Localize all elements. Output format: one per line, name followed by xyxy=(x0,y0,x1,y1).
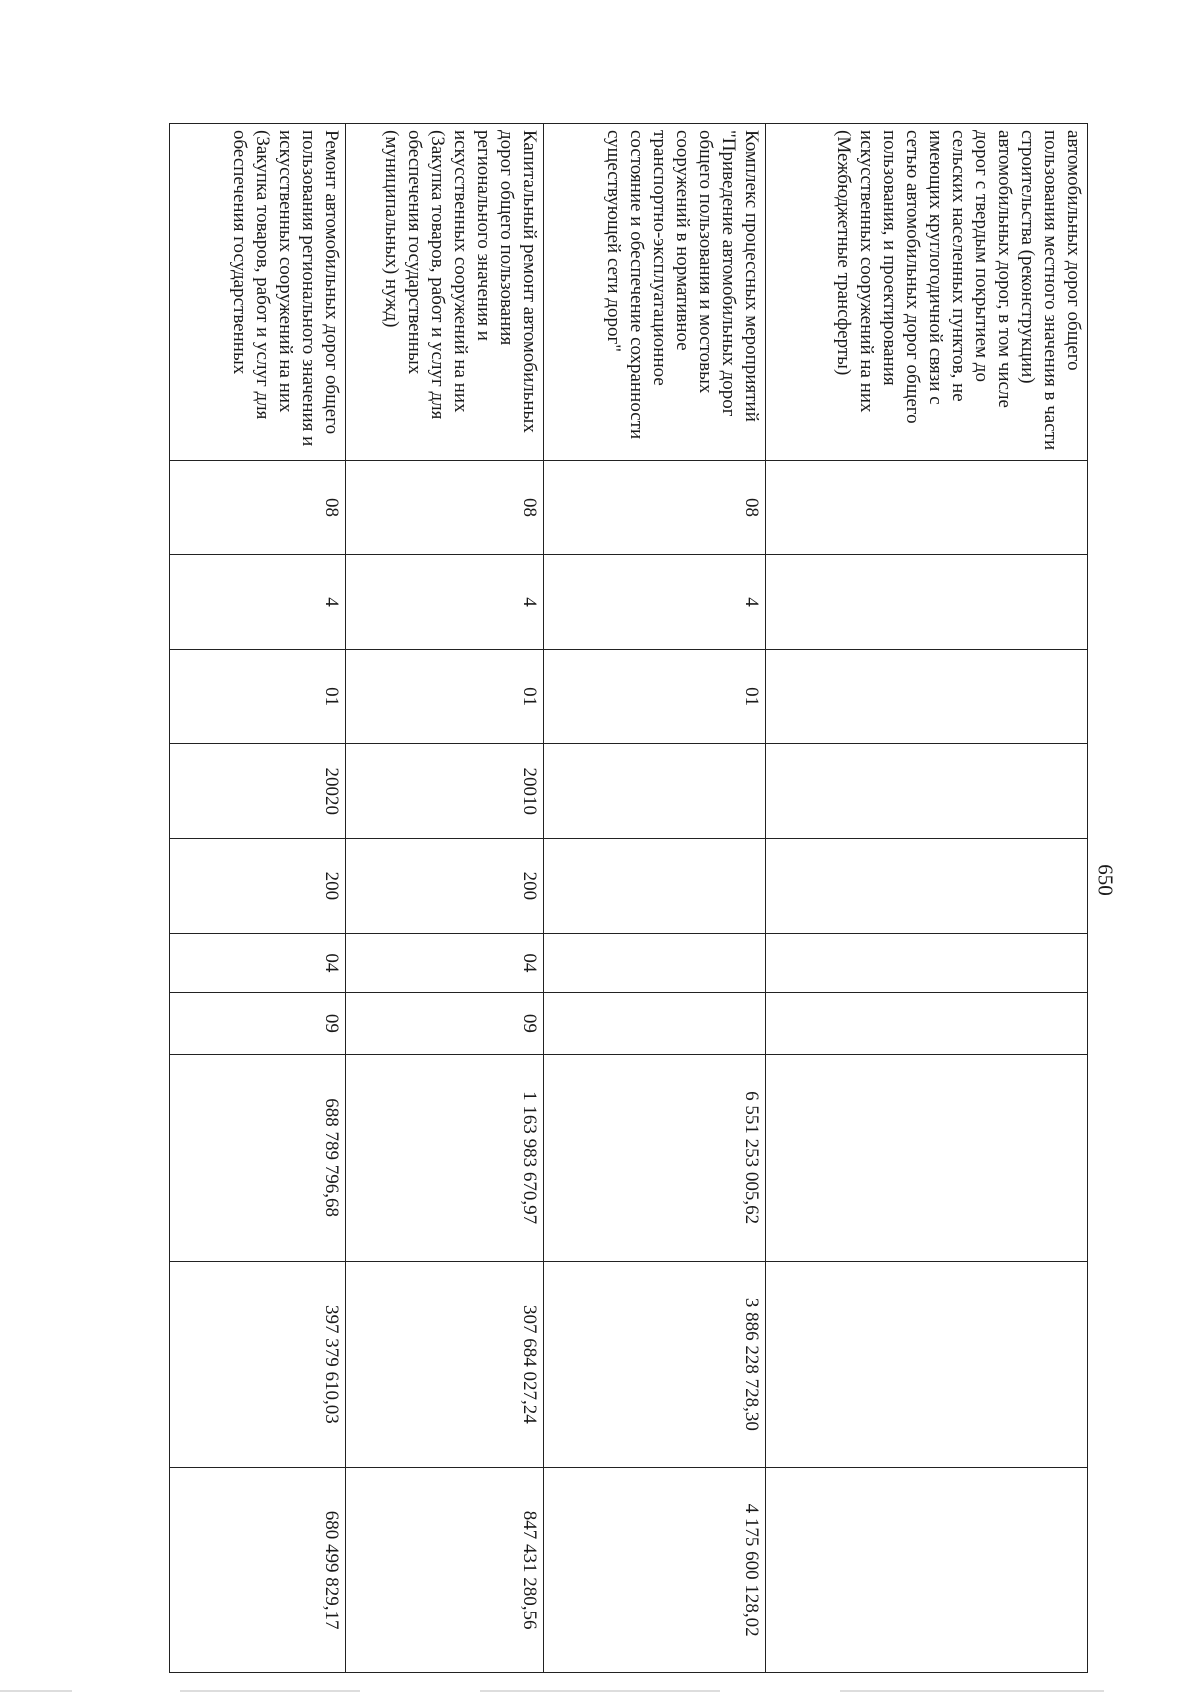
subsection-code-cell xyxy=(544,993,766,1055)
scan-edge-artifact xyxy=(0,1690,1200,1692)
amount-year3-cell: 847 431 280,56 xyxy=(346,1468,544,1673)
row-name-cell: автомобильных дорог общего пользования местного значения в части строительства (реконструкции) автомобильных дорог, в том числе дорог с твердым покрытием до сельских населенных пунктов, не имеющих круглогодичной связи с сетью автомобильных дорог общего пользования, и проектирования искусственных сооружений на них (Межбюджетные трансферты) xyxy=(766,124,1088,461)
section-code-cell: 04 xyxy=(346,933,544,992)
amount-year2-cell: 3 886 228 728,30 xyxy=(544,1261,766,1468)
table-row xyxy=(346,124,544,1673)
subprogram-code-cell: 4 xyxy=(170,555,346,650)
subprogram-code-cell xyxy=(766,555,1088,650)
program-code-cell xyxy=(766,460,1088,555)
complex-code-cell: 01 xyxy=(346,649,544,744)
table-row xyxy=(544,124,766,1673)
rotated-table-frame xyxy=(128,123,1088,1673)
direction-code-cell: 20020 xyxy=(170,744,346,839)
amount-year1-cell: 1 163 983 670,97 xyxy=(346,1054,544,1261)
amount-year2-cell xyxy=(766,1261,1088,1468)
table-row xyxy=(766,124,1088,1673)
amount-year3-cell: 680 499 829,17 xyxy=(170,1468,346,1673)
row-name-cell: Ремонт автомобильных дорог общего пользования регионального значения и искусственных сооружений на них (Закупка товаров, работ и услуг для обеспечения государственных xyxy=(170,124,346,461)
section-code-cell: 04 xyxy=(170,933,346,992)
budget-table xyxy=(169,123,1088,1673)
amount-year2-cell: 307 684 027,24 xyxy=(346,1261,544,1468)
amount-year1-cell xyxy=(766,1054,1088,1261)
complex-code-cell xyxy=(766,649,1088,744)
complex-code-cell: 01 xyxy=(170,649,346,744)
subprogram-code-cell: 4 xyxy=(544,555,766,650)
table-row xyxy=(170,124,346,1673)
direction-code-cell: 20010 xyxy=(346,744,544,839)
expense-type-cell xyxy=(544,839,766,934)
amount-year2-cell: 397 379 610,03 xyxy=(170,1261,346,1468)
expense-type-cell: 200 xyxy=(170,839,346,934)
expense-type-cell xyxy=(766,839,1088,934)
row-name-cell: Капитальный ремонт автомобильных дорог общего пользования регионального значения и искусственных сооружений на них (Закупка товаров, работ и услуг для обеспечения государственных (муниципальных) нужд) xyxy=(346,124,544,461)
section-code-cell xyxy=(766,933,1088,992)
subprogram-code-cell: 4 xyxy=(346,555,544,650)
subsection-code-cell: 09 xyxy=(346,993,544,1055)
complex-code-cell: 01 xyxy=(544,649,766,744)
expense-type-cell: 200 xyxy=(346,839,544,934)
section-code-cell xyxy=(544,933,766,992)
direction-code-cell xyxy=(544,744,766,839)
program-code-cell: 08 xyxy=(346,460,544,555)
amount-year1-cell: 688 789 796,68 xyxy=(170,1054,346,1261)
amount-year3-cell xyxy=(766,1468,1088,1673)
program-code-cell: 08 xyxy=(170,460,346,555)
program-code-cell: 08 xyxy=(544,460,766,555)
subsection-code-cell: 09 xyxy=(170,993,346,1055)
subsection-code-cell xyxy=(766,993,1088,1055)
row-name-cell: Комплекс процессных мероприятий "Приведение автомобильных дорог общего пользования и мостовых сооружений в нормативное транспортно-эксплуатационное состояние и обеспечение сохранности существующей сети дорог" xyxy=(544,124,766,461)
amount-year1-cell: 6 551 253 005,62 xyxy=(544,1054,766,1261)
page-number: 650 xyxy=(1093,864,1118,896)
direction-code-cell xyxy=(766,744,1088,839)
amount-year3-cell: 4 175 600 128,02 xyxy=(544,1468,766,1673)
